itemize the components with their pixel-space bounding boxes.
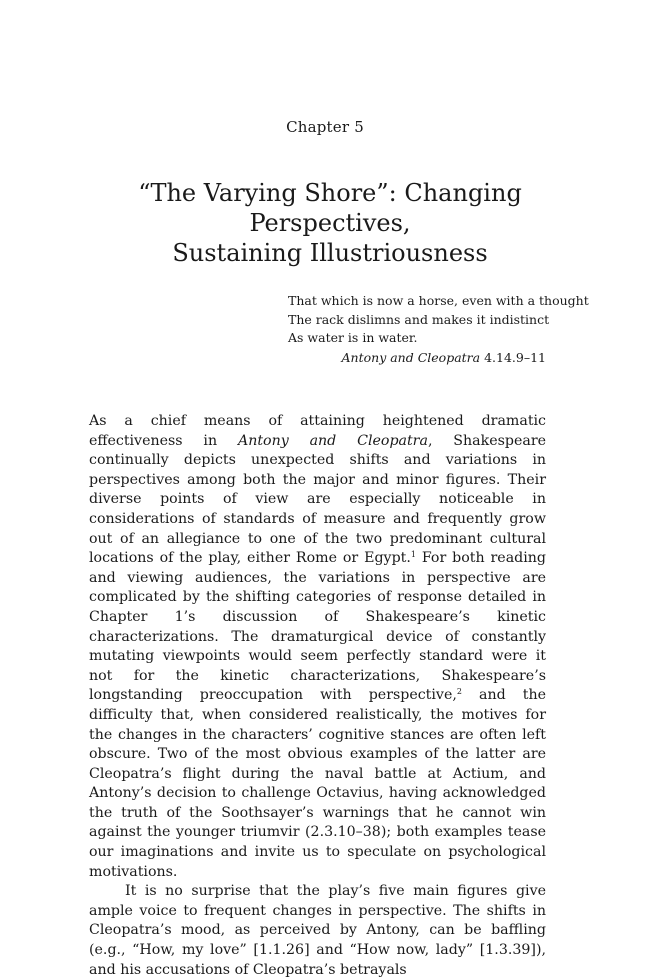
p1-text-b: , Shakespeare continually depicts unexpected shifts and variations in perspectives among both the major and minor figures. Their diverse points of view are especially noticeable in considerations of standards of measure and frequently grow out of an allegiance to one of the two predominant cultural locations of the play, either Rome or Egypt. [89,432,547,567]
epigraph-source-ref: 4.14.9–11 [480,349,546,365]
footnote-ref-1: 1 [410,550,416,560]
chapter-title-line-1: “The Varying Shore”: Changing Perspectives, [138,179,522,237]
epigraph-line-3: As water is in water. [288,330,418,345]
p1-text-c: For both reading and viewing audiences, the variations in perspective are complicated by the shifting categories of response detailed in Chapter 1’s discussion of Shakespeare’s kinetic characterizations. The dramaturgical device of constantly mutating viewpoints would seem perfectly standard were it not for the kinetic characterizations, Shakespeare’s longstanding preoccupation with perspective, [89,550,546,704]
epigraph-source [288,349,546,368]
paragraph-2: It is no surprise that the play’s five main figures give ample voice to frequent changes in perspective. The shifts in Cleopatra’s mood, as perceived by Antony, can be baffling (e.g., “How, my love” [1.1.26] and “How now, lady” [1.3.39]), and his accusations of Cleopatra’s betrayals [89,883,546,978]
paragraph-1 [89,412,546,882]
body-text [89,412,546,980]
chapter-title [60,178,600,268]
chapter-title-line-2: Sustaining Illustriousness [172,239,488,267]
epigraph-line-1: That which is now a horse, even with a thought [288,293,589,308]
p1-text-d: and the difficulty that, when considered realistically, the motives for the changes in the characters’ cognitive stances are often left obscure. Two of the most obvious examples of the latter are Cleopatra’s flight during the naval battle at Actium, and Antony’s decision to challenge Octavius, having acknowledged the truth of the Soothsayer’s warnings that he cannot win against the younger triumvir (2.3.10–38); both examples tease our imaginations and invite us to speculate on psychological motivations. [89,687,546,880]
epigraph [288,292,589,367]
footnote-ref-2: 2 [456,687,462,697]
epigraph-line-2: The rack dislimns and makes it indistinct [288,311,550,327]
p1-work-title: Antony and Cleopatra [237,432,428,449]
chapter-label: Chapter 5 [286,118,364,136]
epigraph-source-title: Antony and Cleopatra [341,349,481,365]
p1-text-a: As a chief means of attaining heightened dramatic effectiveness in [89,413,546,449]
